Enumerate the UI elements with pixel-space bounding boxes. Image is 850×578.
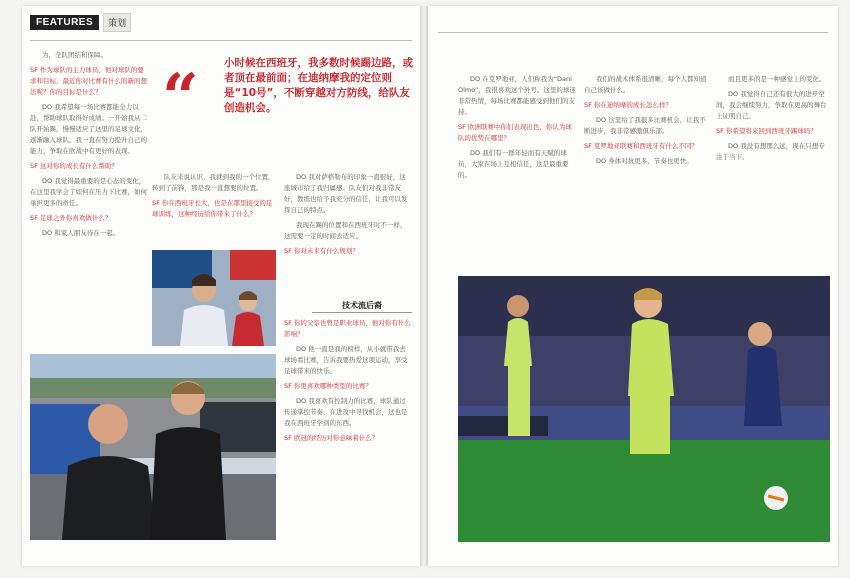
- childhood-photo: [152, 250, 276, 346]
- left-col1-paragraph: DO 我觉得最重要的是心态的变化，在这里我学会了如何在压力下比赛，如何承担更多的责任。: [30, 177, 147, 207]
- text-column-5: [458, 74, 576, 264]
- pull-quote-text: 小时候在西班牙，我多数时候踢边路，或者顶在最前面；在迪纳摩我的定位则是“10号”，不断穿越对方防线，给队友创造机会。: [224, 57, 413, 114]
- right-col1-paragraph: DO 在克罗地亚，人们称我为“Dani Olmo”，我很喜欢这个外号。这里的球迷非常热情，每场比赛都能感受到他们的支持。: [458, 75, 576, 116]
- left-col1-paragraph: SF 足球之外你喜欢做什么？: [30, 214, 112, 222]
- section-tag: FEATURES: [30, 15, 99, 30]
- left-col4-paragraph: SF 你更喜欢哪种类型的比赛？: [284, 382, 372, 390]
- left-col1-paragraph: SF 作为球队的主力球员，他对球队的要求和目标，最近你对比赛有什么的新的想法呢？你的目标是什么？: [30, 66, 147, 96]
- right-col2-paragraph: SF 你在迪纳摩的成长怎么样？: [584, 101, 672, 109]
- subheading-rule: [312, 312, 412, 313]
- right-col3-paragraph: 而且更多的是一种感觉上的变化。: [728, 75, 826, 83]
- left-col4-paragraph: SF 你的父亲也曾是职业球员，他对你有什么影响？: [284, 319, 411, 338]
- selfie-photo-image: [30, 354, 276, 540]
- section-subtitle: 策划: [103, 13, 131, 32]
- right-col2-paragraph: DO 身体对抗更多，节奏也更快。: [596, 157, 693, 165]
- text-column-4: [284, 318, 412, 544]
- text-column-2: [152, 172, 276, 246]
- text-column-1: [30, 50, 148, 350]
- quote-mark-icon: “: [162, 60, 199, 135]
- left-col3-paragraph: 我现在踢的位置和在西班牙时不一样，这需要一定的时间去适应。: [284, 221, 407, 240]
- right-page: [428, 6, 838, 566]
- match-photo-image: [458, 276, 830, 542]
- right-col3-paragraph: DO 我没有想那么远，现在只想专注于当下。: [716, 142, 825, 161]
- pull-quote: [162, 54, 412, 154]
- left-col1-paragraph: DO 和家人朋友待在一起。: [42, 229, 120, 237]
- left-page: [22, 6, 420, 566]
- right-col1-paragraph: SF 欧洲联赛中你们表现出色，你认为球队的优势在哪里？: [458, 123, 572, 142]
- section-header: [30, 14, 131, 30]
- text-column-6: [584, 74, 708, 264]
- left-col4-paragraph: SF 欧冠的经历对你意味着什么？: [284, 434, 379, 442]
- right-col3-paragraph: SF 你希望将来回到西班牙踢球吗？: [716, 127, 817, 135]
- left-col1-paragraph: DO 我希望每一场比赛都能全力以赴，帮助球队取得好成绩。一开始我从二队开始踢，慢慢适应了这里的足球文化，逐渐融入球队。我一直在努力提升自己的能力，争取在欧战中有更好的表现。: [30, 103, 147, 155]
- right-col2-paragraph: DO 这里给了我很多比赛机会，让我不断进步，我非常感激俱乐部。: [584, 116, 706, 135]
- left-col3-paragraph: DO 我对萨格勒布的印象一直很好，这座城市给了我归属感。队友们对我非常友好，教练也给予我充分的信任，让我可以发挥自己的特点。: [284, 173, 408, 214]
- header-rule: [30, 40, 412, 41]
- text-column-3: [284, 172, 412, 296]
- left-col3-paragraph: SF 你对未来有什么规划？: [284, 247, 359, 255]
- left-col2-paragraph: SF 你在西班牙长大，也是在那里接受的足球训练，这种经历给你带来了什么？: [152, 199, 273, 218]
- text-column-7: [716, 74, 830, 264]
- childhood-photo-image: [152, 250, 276, 346]
- match-photo: [458, 276, 830, 542]
- right-col2-paragraph: 我们的战术体系很清晰，每个人都知道自己该做什么。: [584, 75, 707, 94]
- selfie-photo: [30, 354, 276, 540]
- left-col4-paragraph: DO 他一直是我的榜样，从小就带我去球场看比赛，告诉我要热爱这项运动，享受足球带来的快乐。: [284, 345, 408, 375]
- section-subheading: 技术流后裔: [342, 301, 382, 310]
- left-col2-paragraph: 队友来说认识，我就到我的一个位置，转到了前锋，那是我一直想要的位置。: [152, 173, 275, 192]
- left-col4-paragraph: DO 我喜欢有控制力的比赛，球队通过传递掌控节奏，在进攻中寻找机会，这也是我在西班牙学到的东西。: [284, 397, 408, 427]
- page-gutter: [420, 6, 428, 566]
- right-col1-paragraph: DO 我们有一群年轻而有天赋的球员，大家在场上互相信任，这是最重要的。: [458, 149, 569, 179]
- right-col2-paragraph: SF 克罗地亚联赛和西班牙有什么不同？: [584, 142, 698, 150]
- left-col1-paragraph: SF 这对你的成长有什么帮助？: [30, 162, 118, 170]
- left-col1-paragraph: 为，全队团结和保障。: [42, 51, 107, 59]
- header-rule-right: [438, 32, 828, 33]
- right-col3-paragraph: DO 我觉得自己还有很大的进步空间，我会继续努力，争取在更高的舞台上证明自己。: [716, 90, 827, 120]
